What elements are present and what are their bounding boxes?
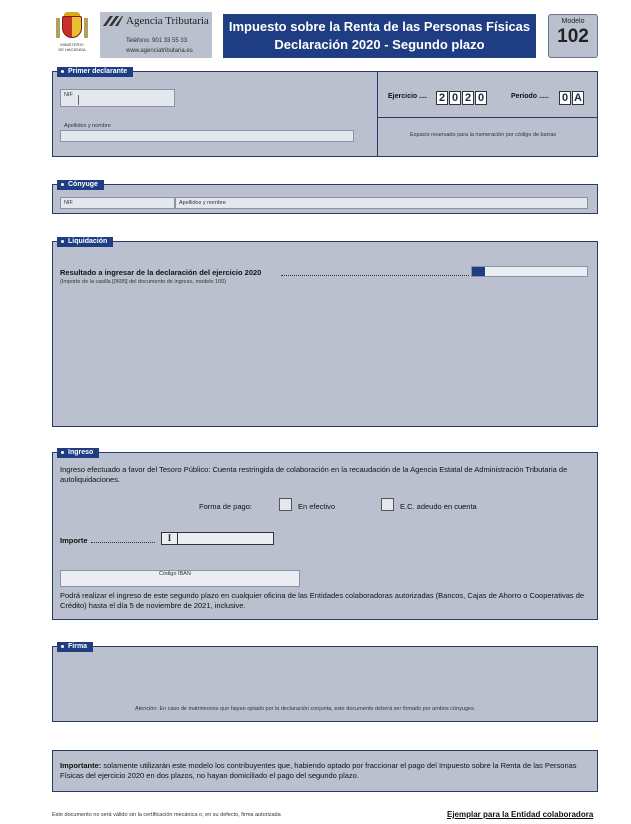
modelo-number: 102: [557, 26, 589, 47]
nif-field[interactable]: [60, 89, 175, 107]
importante-section: [52, 750, 598, 792]
conyuge-tab: Cónyuge: [57, 180, 104, 190]
adeudo-label: E.C. adeudo en cuenta: [400, 502, 477, 511]
crest-caption: MINISTERIO DE HACIENDA: [58, 42, 86, 52]
primer-declarante-section: [52, 68, 598, 157]
conyuge-section: [52, 181, 598, 214]
ministerio-crest: [52, 12, 92, 60]
iban-field[interactable]: [60, 570, 300, 587]
resultado-field[interactable]: [471, 266, 588, 277]
conyuge-nif-label: NIF: [64, 200, 73, 206]
importe-field[interactable]: [161, 532, 274, 545]
firma-note: Atención: En caso de matrimonios que hayan optado por la declaración conjunta, este documento deberá ser firmado por ambos cónyuges.: [135, 706, 476, 712]
agency-logo-icon: [102, 14, 124, 28]
form-title: [223, 14, 536, 58]
importante-text: [60, 761, 592, 781]
vertical-divider: [377, 72, 378, 156]
importante-body: solamente utilizarán este modelo los contribuyentes que, habiendo optado por fraccionar el pago del Impuesto sobre la Renta de las Personas Físicas del ejercicio 2020 en dos plazos, no hayan domiciliado el pago del segundo plazo.: [60, 761, 577, 780]
ejercicio-digit: 2: [436, 91, 448, 105]
footer-copy-label: Ejemplar para la Entidad colaboradora: [447, 810, 594, 819]
periodo-digits: [559, 88, 585, 106]
modelo-box: [548, 14, 598, 58]
ejercicio-digits: [436, 88, 488, 106]
agency-phone: Teléfono: 901 33 55 33: [126, 38, 188, 44]
crest-shield-icon: [62, 16, 82, 38]
importe-leader: [91, 542, 155, 543]
iban-label: Código IBAN: [159, 571, 191, 577]
ingreso-description: Ingreso efectuado a favor del Tesoro Público: Cuenta restringida de colaboración en la recaudación de la Agencia Estatal de Administración Tributaria de autoliquidaciones.: [60, 465, 568, 484]
ejercicio-digit: 2: [462, 91, 474, 105]
title-line-2: Declaración 2020 - Segundo plazo: [274, 37, 485, 52]
horizontal-divider: [377, 117, 598, 118]
agency-name: Agencia Tributaria: [126, 15, 209, 27]
periodo-label: Período .....: [511, 93, 549, 100]
resultado-field-marker: [472, 267, 485, 276]
barcode-reserved-label: Espacio reservado para la numeración por código de barras: [410, 132, 557, 138]
adeudo-checkbox[interactable]: [381, 498, 394, 511]
resultado-label: Resultado a ingresar de la declaración del ejercicio 2020: [60, 268, 262, 277]
name-field[interactable]: [60, 130, 354, 142]
ejercicio-digit: 0: [449, 91, 461, 105]
efectivo-checkbox[interactable]: [279, 498, 292, 511]
nif-separator: [78, 95, 79, 105]
liquidacion-section: [52, 238, 598, 427]
importe-prefix: I: [162, 533, 178, 544]
resultado-note: (Importe de la casilla [0695] del documento de ingreso, modelo 100): [60, 279, 227, 285]
periodo-digit: 0: [559, 91, 571, 105]
firma-tab: Firma: [57, 642, 93, 652]
forma-pago-label: Forma de pago:: [199, 502, 252, 511]
modelo-label: Modelo: [561, 18, 585, 25]
importante-label: Importante:: [60, 761, 102, 770]
resultado-leader: [281, 275, 469, 276]
title-line-1: Impuesto sobre la Renta de las Personas Físicas: [228, 19, 531, 34]
crest-pillar-left: [56, 18, 60, 38]
importe-label: Importe: [60, 536, 88, 545]
ingreso-tab: Ingreso: [57, 448, 99, 458]
firma-section: [52, 643, 598, 722]
liquidacion-tab: Liquidación: [57, 237, 113, 247]
agency-web: www.agenciatributaria.es: [126, 48, 193, 54]
ejercicio-label: Ejercicio ....: [388, 93, 427, 100]
conyuge-name-field[interactable]: [175, 197, 588, 209]
ingreso-note: Podrá realizar el ingreso de este segundo plazo en cualquier oficina de las Entidades colaboradoras autorizadas (Bancos, Cajas de Ahorro o Cooperativas de Crédito) hasta el día 5 de noviembre de 2021, inclusive.: [60, 591, 585, 610]
ejercicio-digit: 0: [475, 91, 487, 105]
conyuge-name-label: Apellidos y nombre: [179, 200, 226, 206]
primer-declarante-tab: Primer declarante: [57, 67, 133, 77]
agency-logo-block: [100, 12, 212, 58]
name-label: Apellidos y nombre: [64, 123, 111, 129]
periodo-digit: A: [572, 91, 584, 105]
footer-validity-note: Este documento no será válido sin la certificación mecánica o, en su defecto, firma autorizada: [52, 812, 281, 818]
conyuge-nif-field[interactable]: [60, 197, 175, 209]
ingreso-section: [52, 449, 598, 620]
crest-pillar-right: [84, 18, 88, 38]
efectivo-label: En efectivo: [298, 502, 336, 511]
nif-label: NIF: [64, 92, 73, 98]
